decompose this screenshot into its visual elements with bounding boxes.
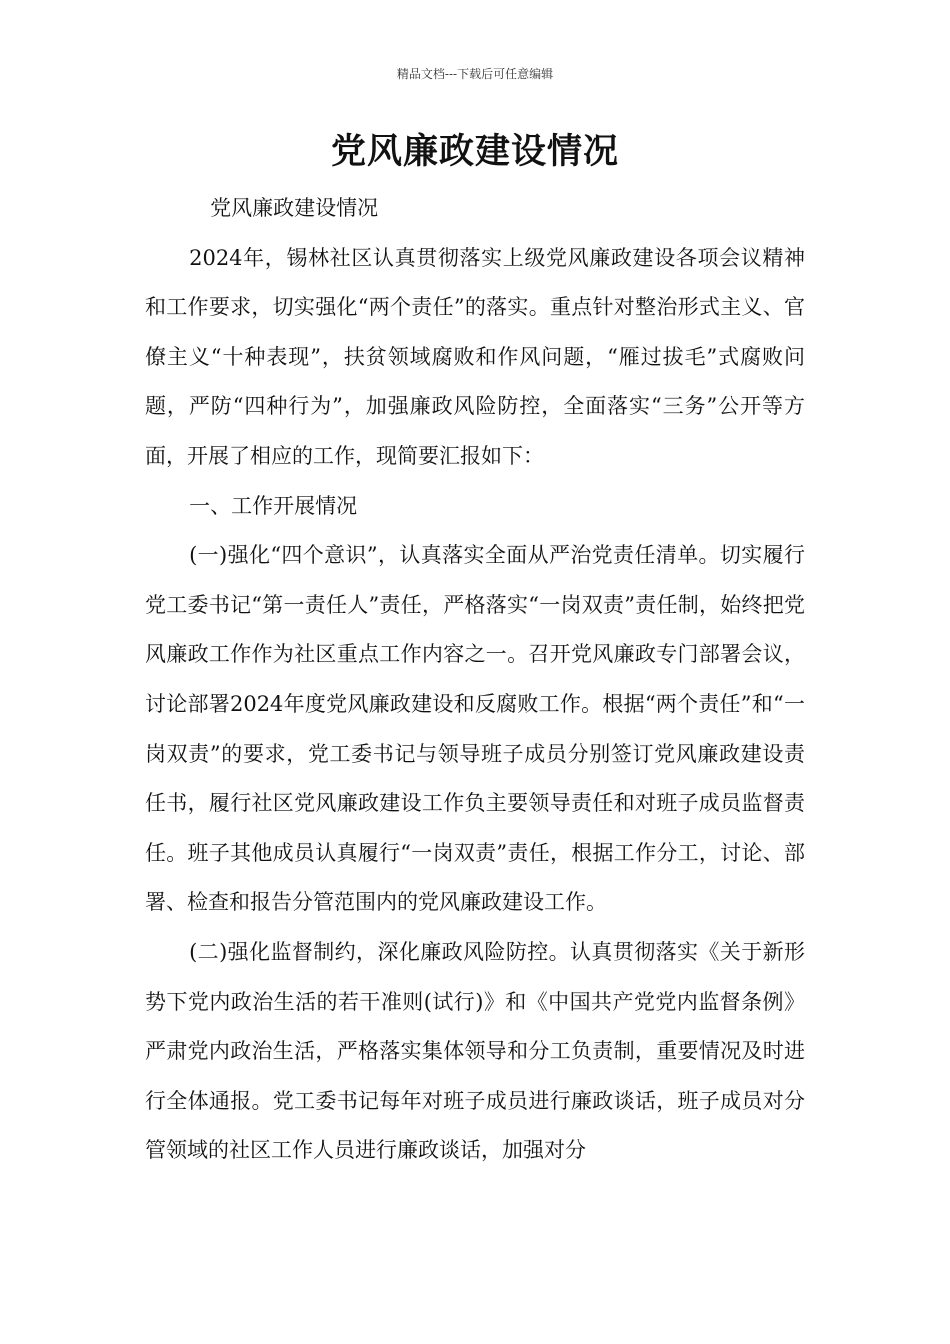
paragraph-intro: 2024年，锡林社区认真贯彻落实上级党风廉政建设各项会议精神和工作要求，切实强化“两个责任”的落实。重点针对整治形式主义、官僚主义“十种表现”，扶贫领域腐败和作风问题，“雁过拔毛”式腐败问题，严防“四种行为”，加强廉政风险防控，全面落实“三务”公开等方面，开展了相应的工作，现简要汇报如下： [145,245,805,468]
document-subtitle: 党风廉政建设情况 [210,196,379,220]
paragraph-section-2: (二)强化监督制约，深化廉政风险防控。认真贯彻落实《关于新形势下党内政治生活的若干准则(试行)》和《中国共产党党内监督条例》严肃党内政治生活，严格落实集体领导和分工负责制，重要情况及时进行全体通报。党工委书记每年对班子成员进行廉政谈话，班子成员对分管领域的社区工作人员进行廉政谈话，加强对分 [145,939,805,1163]
document-title: 党风廉政建设情况 [330,131,619,172]
section-heading: 一、工作开展情况 [189,493,358,518]
paragraph-section-1: (一)强化“四个意识”，认真落实全面从严治党责任清单。切实履行党工委书记“第一责任人”责任，严格落实“一岗双责”责任制，始终把党风廉政工作作为社区重点工作内容之一。召开党风廉政专门部署会议，讨论部署2024年度党风廉政建设和反腐败工作。根据“两个责任”和“一岗双责”的要求，党工委书记与领导班子成员分别签订党风廉政建设责任书，履行社区党风廉政建设工作负主要领导责任和对班子成员监督责任。班子其他成员认真履行“一岗双责”责任，根据工作分工，讨论、部署、检查和报告分管范围内的党风廉政建设工作。 [145,543,805,915]
document-body [145,184,805,1176]
header-note: 精品文档---下载后可任意编辑 [396,67,554,81]
